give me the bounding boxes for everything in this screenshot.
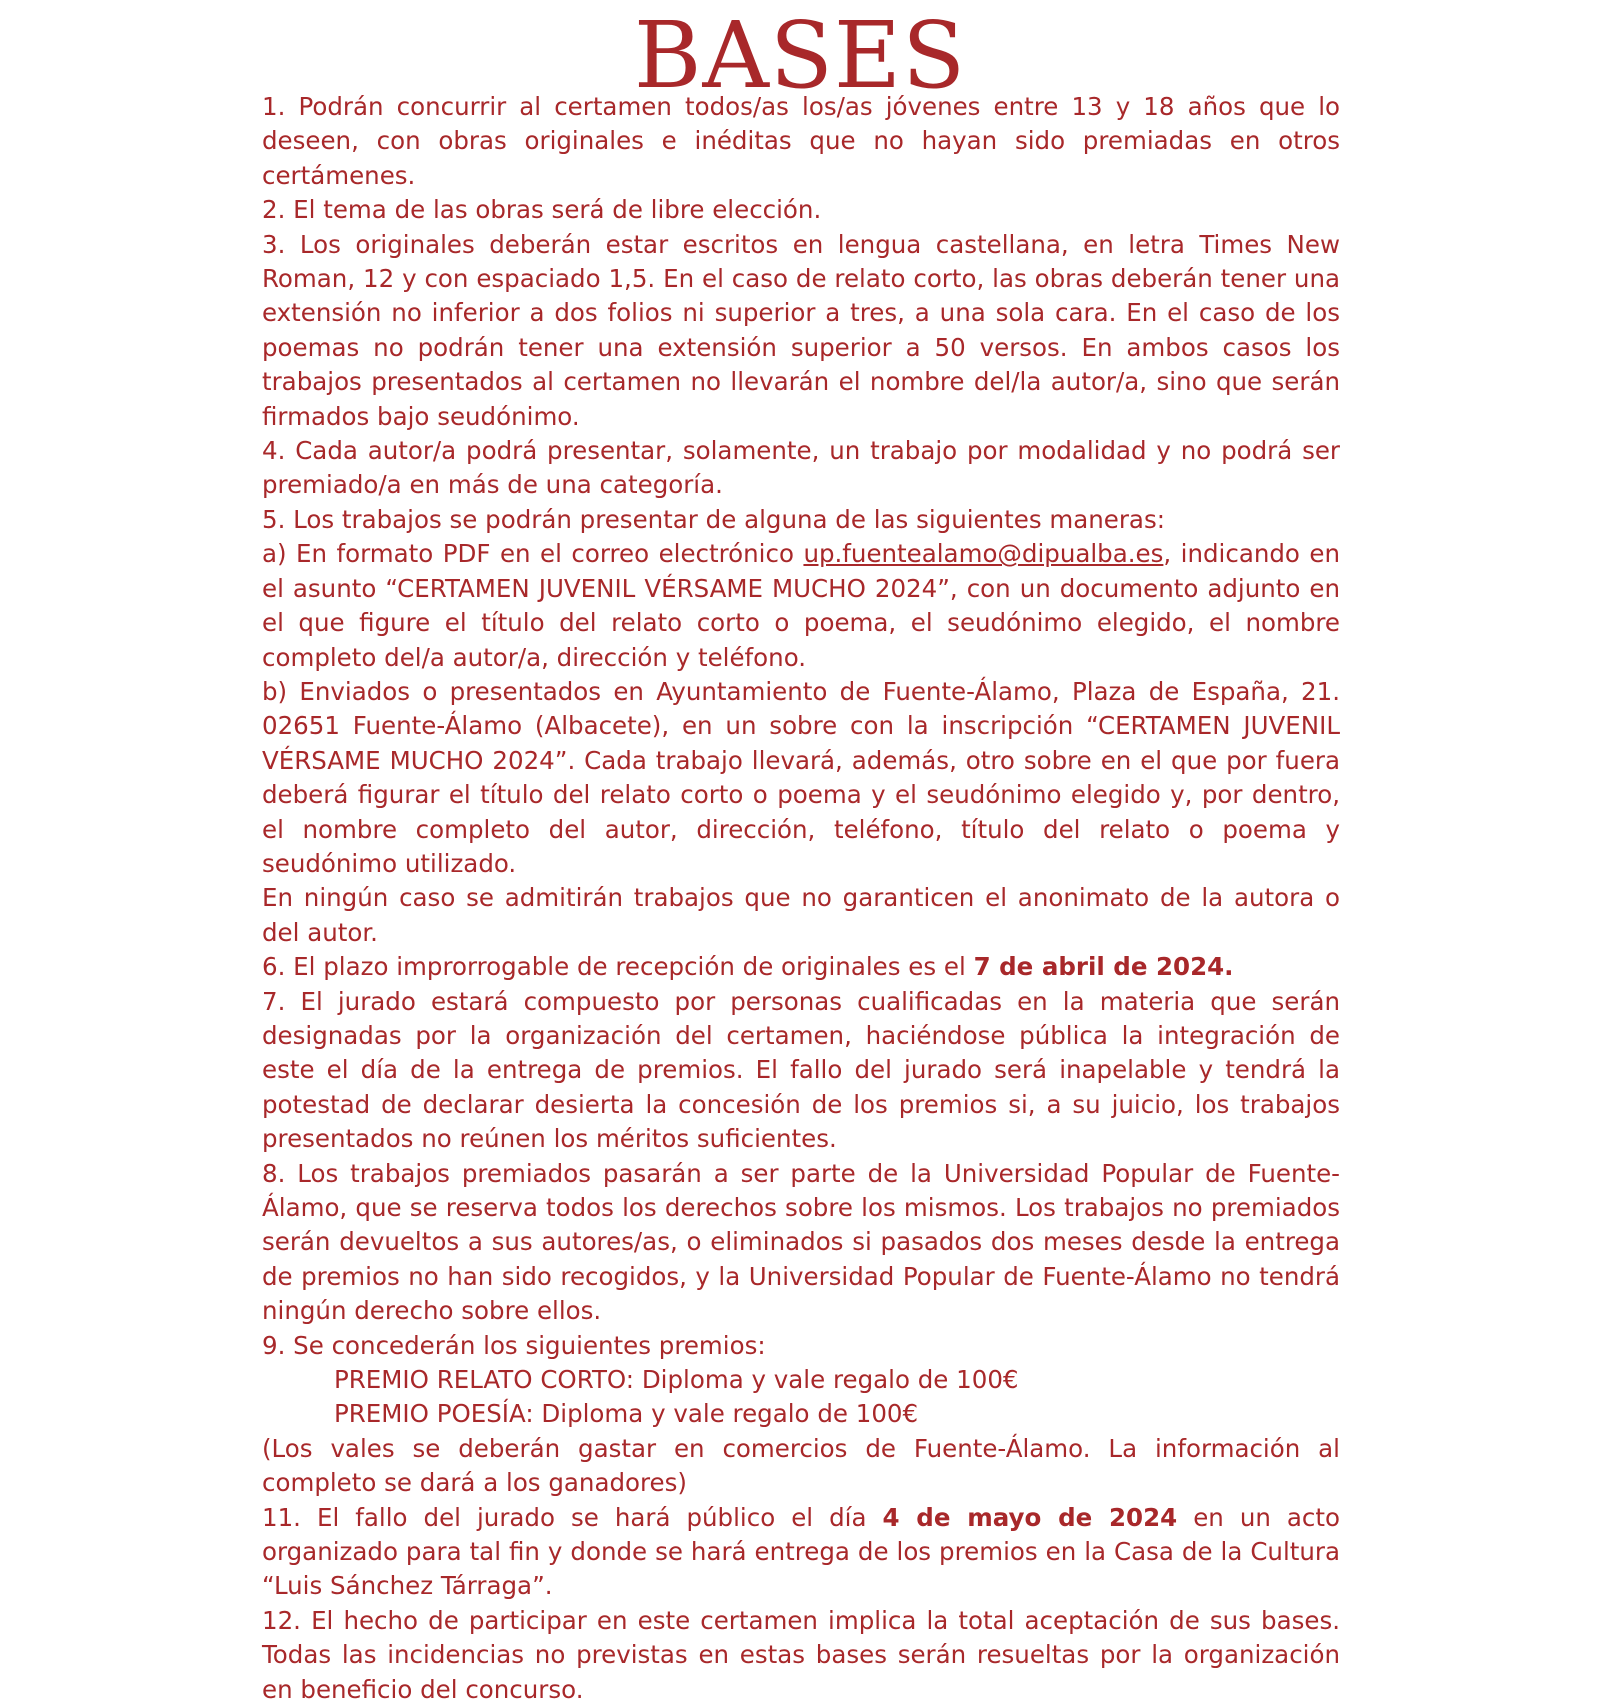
rule-12: 12. El hecho de participar en este certamen implica la total aceptación de sus bases. Todas las incidencias no previstas en estas bases serán resueltas por la organización en beneficio del concurso. [262, 1605, 1340, 1704]
rule-5-anonymity: En ningún caso se admitirán trabajos que no garanticen el anonimato de la autora o del autor. [262, 883, 1340, 947]
prize-note: (Los vales se deberán gastar en comercios de Fuente-Álamo. La información al completo se dará a los ganadores) [262, 1433, 1340, 1498]
rule-5a-intro: a) En formato PDF en el correo electrónico [262, 539, 804, 569]
rule-4: 4. Cada autor/a podrá presentar, solamente, un trabajo por modalidad y no podrá ser premiado/a en más de una categoría. [262, 436, 1340, 500]
rule-1: 1. Podrán concurrir al certamen todos/as los/as jóvenes entre 13 y 18 años que lo deseen, con obras originales e inéditas que no hayan sido premiadas en otros certámenes. [262, 92, 1340, 190]
rule-5a-rest: , indicando en el asunto “CERTAMEN JUVENIL VÉRSAME MUCHO 2024”, con un documento adjunto en el que figure el título del relato corto o poema, el seudónimo elegido, el nombre completo del/a autor/a, dirección y teléfono. [262, 539, 1340, 672]
rule-11-rest: en un acto organizado para tal fin y donde se hará entrega de los premios en la Casa de la Cultura “Luis Sánchez Tárraga”. [262, 1502, 1340, 1601]
prize-poetry: PREMIO POESÍA: Diploma y vale regalo de 100€ [334, 1399, 919, 1429]
page-title: BASES [633, 2, 967, 109]
rule-9: 9. Se concederán los siguientes premios: [262, 1330, 766, 1360]
rule-5: 5. Los trabajos se podrán presentar de alguna de las siguientes maneras: [262, 504, 1165, 534]
rule-6-text: 6. El plazo improrrogable de recepción de originales es el [262, 952, 974, 982]
bases-text [262, 90, 1340, 1707]
rule-5a [262, 537, 1340, 675]
rule-3: 3. Los originales deberán estar escritos en lengua castellana, en letra Times New Roman, 12 y con espaciado 1,5. En el caso de relato corto, las obras deberán tener una extensión no inferior a dos folios ni superior a tres, a una sola cara. En el caso de los poemas no podrán tener una extensión superior a 50 versos. En ambos casos los trabajos presentados al certamen no llevarán el nombre del/la autor/a, sino que serán firmados bajo seudónimo. [262, 229, 1340, 431]
rule-2: 2. El tema de las obras será de libre elección. [262, 195, 822, 225]
ruling-date: 4 de mayo de 2024 [882, 1502, 1178, 1532]
rule-6 [262, 950, 1340, 984]
rule-7: 7. El jurado estará compuesto por personas cualificadas en la materia que serán designadas por la organización del certamen, haciéndose pública la integración de este el día de la entrega de premios. El fallo del jurado será inapelable y tendrá la potestad de declarar desierta la concesión de los premios si, a su juicio, los trabajos presentados no reúnen los méritos suficientes. [262, 986, 1340, 1154]
rule-8: 8. Los trabajos premiados pasarán a ser parte de la Universidad Popular de Fuente-Álamo, que se reserva todos los derechos sobre los mismos. Los trabajos no premiados serán devueltos a sus autores/as, o eliminados si pasados dos meses desde la entrega de premios no han sido recogidos, y la Universidad Popular de Fuente-Álamo no tendrá ningún derecho sobre ellos. [262, 1158, 1340, 1326]
prize-short-story: PREMIO RELATO CORTO: Diploma y vale regalo de 100€ [334, 1365, 1019, 1395]
deadline-date: 7 de abril de 2024. [973, 952, 1234, 982]
rule-11-intro: 11. El fallo del jurado se hará público el día [262, 1502, 883, 1532]
rule-11 [262, 1501, 1340, 1604]
rule-5b: b) Enviados o presentados en Ayuntamiento de Fuente-Álamo, Plaza de España, 21. 02651 Fuente-Álamo (Albacete), en un sobre con la inscripción “CERTAMEN JUVENIL VÉRSAME MUCHO 2024”. Cada trabajo llevará, además, otro sobre en el que por fuera deberá figurar el título del relato corto o poema y el seudónimo elegido y, por dentro, el nombre completo del autor, dirección, teléfono, título del relato o poema y seudónimo utilizado. [262, 676, 1340, 878]
email-link[interactable]: up.fuentealamo@dipualba.es [803, 539, 1164, 569]
